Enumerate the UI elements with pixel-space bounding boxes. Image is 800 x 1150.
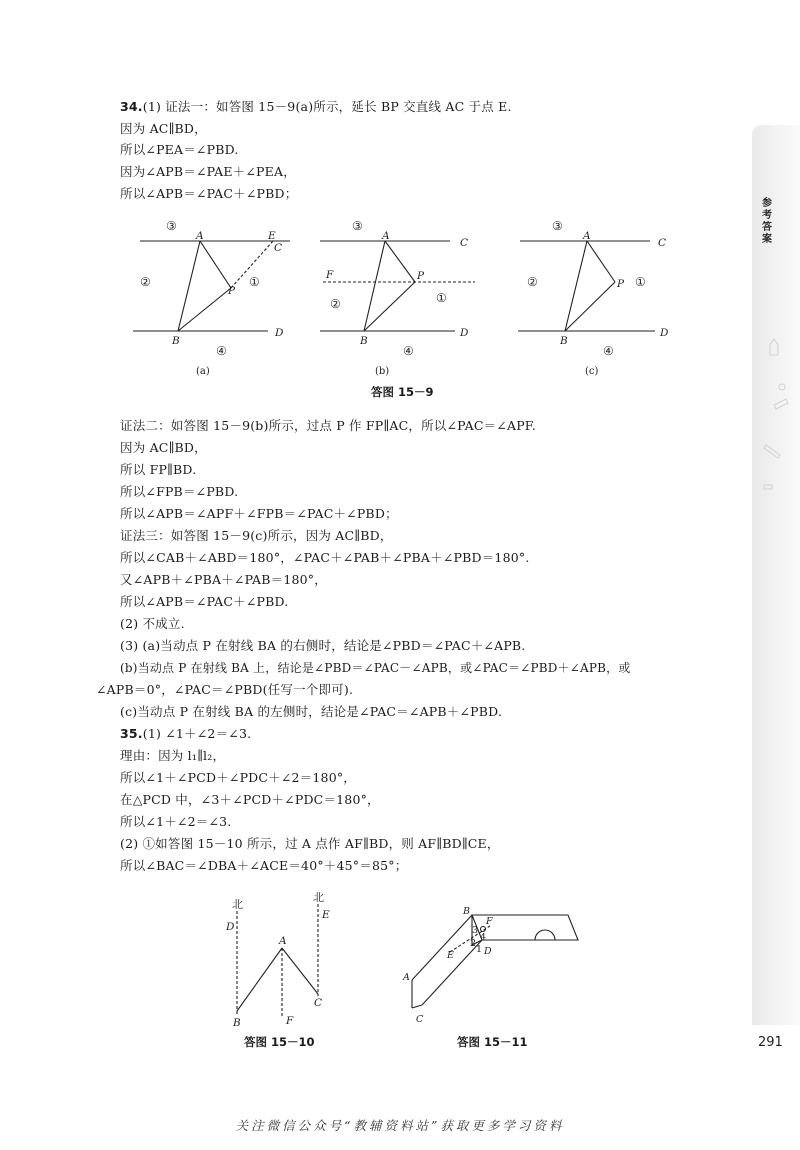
region-3: ③ [352, 219, 363, 233]
label-north: 北 [232, 898, 243, 911]
p34-line: 所以∠PEA＝∠PBD. [120, 142, 239, 157]
p35-line: 理由：因为 l₁∥l₂， [120, 748, 226, 763]
label-C: C [460, 237, 469, 249]
side-tab-char: 案 [762, 234, 772, 245]
p34-text: (1) 证法一：如答图 15－9(a)所示，延长 BP 交直线 AC 于点 E. [142, 99, 512, 114]
side-tab-char: 参 [762, 198, 772, 209]
p35-line: (2) ①如答图 15－10 所示，过 A 点作 AF∥BD，则 AF∥BD∥CE， [120, 836, 500, 851]
p34-line: 又∠APB＋∠PBA＋∠PAB＝180°， [120, 572, 327, 587]
label-C: C [658, 237, 667, 249]
p34-line: 因为 AC∥BD， [120, 440, 207, 455]
p34-line: 因为 AC∥BD， [120, 121, 207, 136]
label-D: D [460, 327, 469, 339]
problem-number: 34. [120, 99, 143, 114]
p34-line: 所以∠CAB＋∠ABD＝180°，∠PAC＋∠PAB＋∠PBA＋∠PBD＝180°. [120, 550, 530, 565]
figure-15-11 [400, 900, 590, 1030]
page-number: 291 [758, 1035, 783, 1050]
side-tab-char: 答 [762, 222, 772, 233]
angle-4: 4 [480, 932, 487, 943]
label-E: E [322, 909, 330, 921]
region-1: ① [635, 275, 646, 289]
side-tab-label [759, 198, 775, 246]
label-A: A [583, 230, 591, 242]
label-D: D [226, 921, 235, 933]
label-P: P [617, 278, 625, 290]
decorative-stationery-icons [756, 335, 796, 495]
label-C: C [274, 242, 283, 254]
label-P: P [228, 285, 236, 297]
side-tab [752, 125, 800, 1025]
p34-line: 所以 FP∥BD. [120, 462, 197, 477]
p35-line: 在△PCD 中，∠3＋∠PCD＋∠PDC＝180°， [120, 792, 380, 807]
label-C: C [416, 1014, 424, 1025]
region-2: ② [140, 275, 151, 289]
label-A: A [382, 230, 390, 242]
p34-line: 所以∠APB＝∠PAC＋∠PBD； [120, 186, 298, 201]
p34-line: 所以∠FPB＝∠PBD. [120, 484, 239, 499]
region-2: ② [330, 297, 341, 311]
region-1: ① [249, 275, 260, 289]
label-north: 北 [313, 891, 324, 904]
region-4: ④ [403, 344, 414, 358]
label-F: F [326, 269, 334, 281]
label-A: A [279, 935, 287, 947]
label-B: B [360, 335, 368, 347]
subfigure-label: (a) [196, 366, 210, 377]
p34-line: (2) 不成立. [120, 616, 185, 631]
region-3: ③ [166, 219, 177, 233]
angle-2: 2 [470, 938, 477, 949]
figure-15-9 [0, 212, 720, 382]
subfigure-label: (c) [585, 366, 599, 377]
label-F: F [486, 916, 493, 927]
region-3: ③ [552, 219, 563, 233]
footer-note: 关注微信公众号“教辅资料站”获取更多学习资料 [235, 1118, 565, 1133]
figure-caption: 答图 15－9 [371, 385, 434, 399]
label-B: B [233, 1017, 241, 1029]
p34-line: 所以∠APB＝∠APF＋∠FPB＝∠PAC＋∠PBD； [120, 506, 398, 521]
label-B: B [560, 335, 568, 347]
angle-1: 1 [476, 944, 483, 955]
subfigure-label: (b) [375, 366, 390, 377]
label-E: E [268, 230, 276, 242]
p35-line [120, 726, 251, 742]
p34-line: 证法三：如答图 15－9(c)所示，因为 AC∥BD， [120, 528, 393, 543]
label-B: B [172, 335, 180, 347]
p35-line: 所以∠BAC＝∠DBA＋∠ACE＝40°＋45°＝85°； [120, 858, 408, 873]
label-D: D [660, 327, 669, 339]
region-2: ② [527, 275, 538, 289]
region-1: ① [436, 291, 447, 305]
p34-line: (c)当动点 P 在射线 BA 的左侧时，结论是∠PAC＝∠APB＋∠PBD. [120, 704, 503, 719]
p34-line: ∠APB＝0°，∠PAC＝∠PBD(任写一个即可). [96, 682, 354, 697]
p35-line: 所以∠1＋∠PCD＋∠PDC＋∠2＝180°， [120, 770, 357, 785]
label-D: D [484, 946, 492, 957]
figure-15-10 [215, 886, 345, 1031]
label-B: B [463, 906, 470, 917]
p35-text: (1) ∠1＋∠2＝∠3. [142, 726, 252, 741]
angle-3: 3 [472, 925, 479, 936]
label-E: E [447, 950, 454, 961]
label-D: D [275, 327, 284, 339]
label-F: F [286, 1015, 294, 1027]
problem-number: 35. [120, 726, 143, 741]
p34-line: (b)当动点 P 在射线 BA 上，结论是∠PBD＝∠PAC－∠APB，或∠PAC＝∠PBD＋∠APB，或 [120, 661, 631, 675]
figure-caption: 答图 15－10 [244, 1035, 315, 1049]
p34-line: 因为∠APB＝∠PAE＋∠PEA， [120, 164, 296, 179]
region-4: ④ [603, 344, 614, 358]
side-tab-char: 考 [762, 210, 772, 221]
label-A: A [196, 230, 204, 242]
p34-line: (3) (a)当动点 P 在射线 BA 的右侧时，结论是∠PBD＝∠PAC＋∠APB. [120, 638, 526, 653]
label-A: A [403, 972, 410, 983]
region-4: ④ [216, 344, 227, 358]
label-P: P [417, 270, 425, 282]
p34-line [120, 99, 512, 115]
figure-caption: 答图 15－11 [457, 1035, 528, 1049]
p34-line: 所以∠APB＝∠PAC＋∠PBD. [120, 594, 289, 609]
label-C: C [314, 997, 323, 1009]
p34-line: 证法二：如答图 15－9(b)所示，过点 P 作 FP∥AC，所以∠PAC＝∠APF. [120, 418, 536, 433]
p35-line: 所以∠1＋∠2＝∠3. [120, 814, 232, 829]
